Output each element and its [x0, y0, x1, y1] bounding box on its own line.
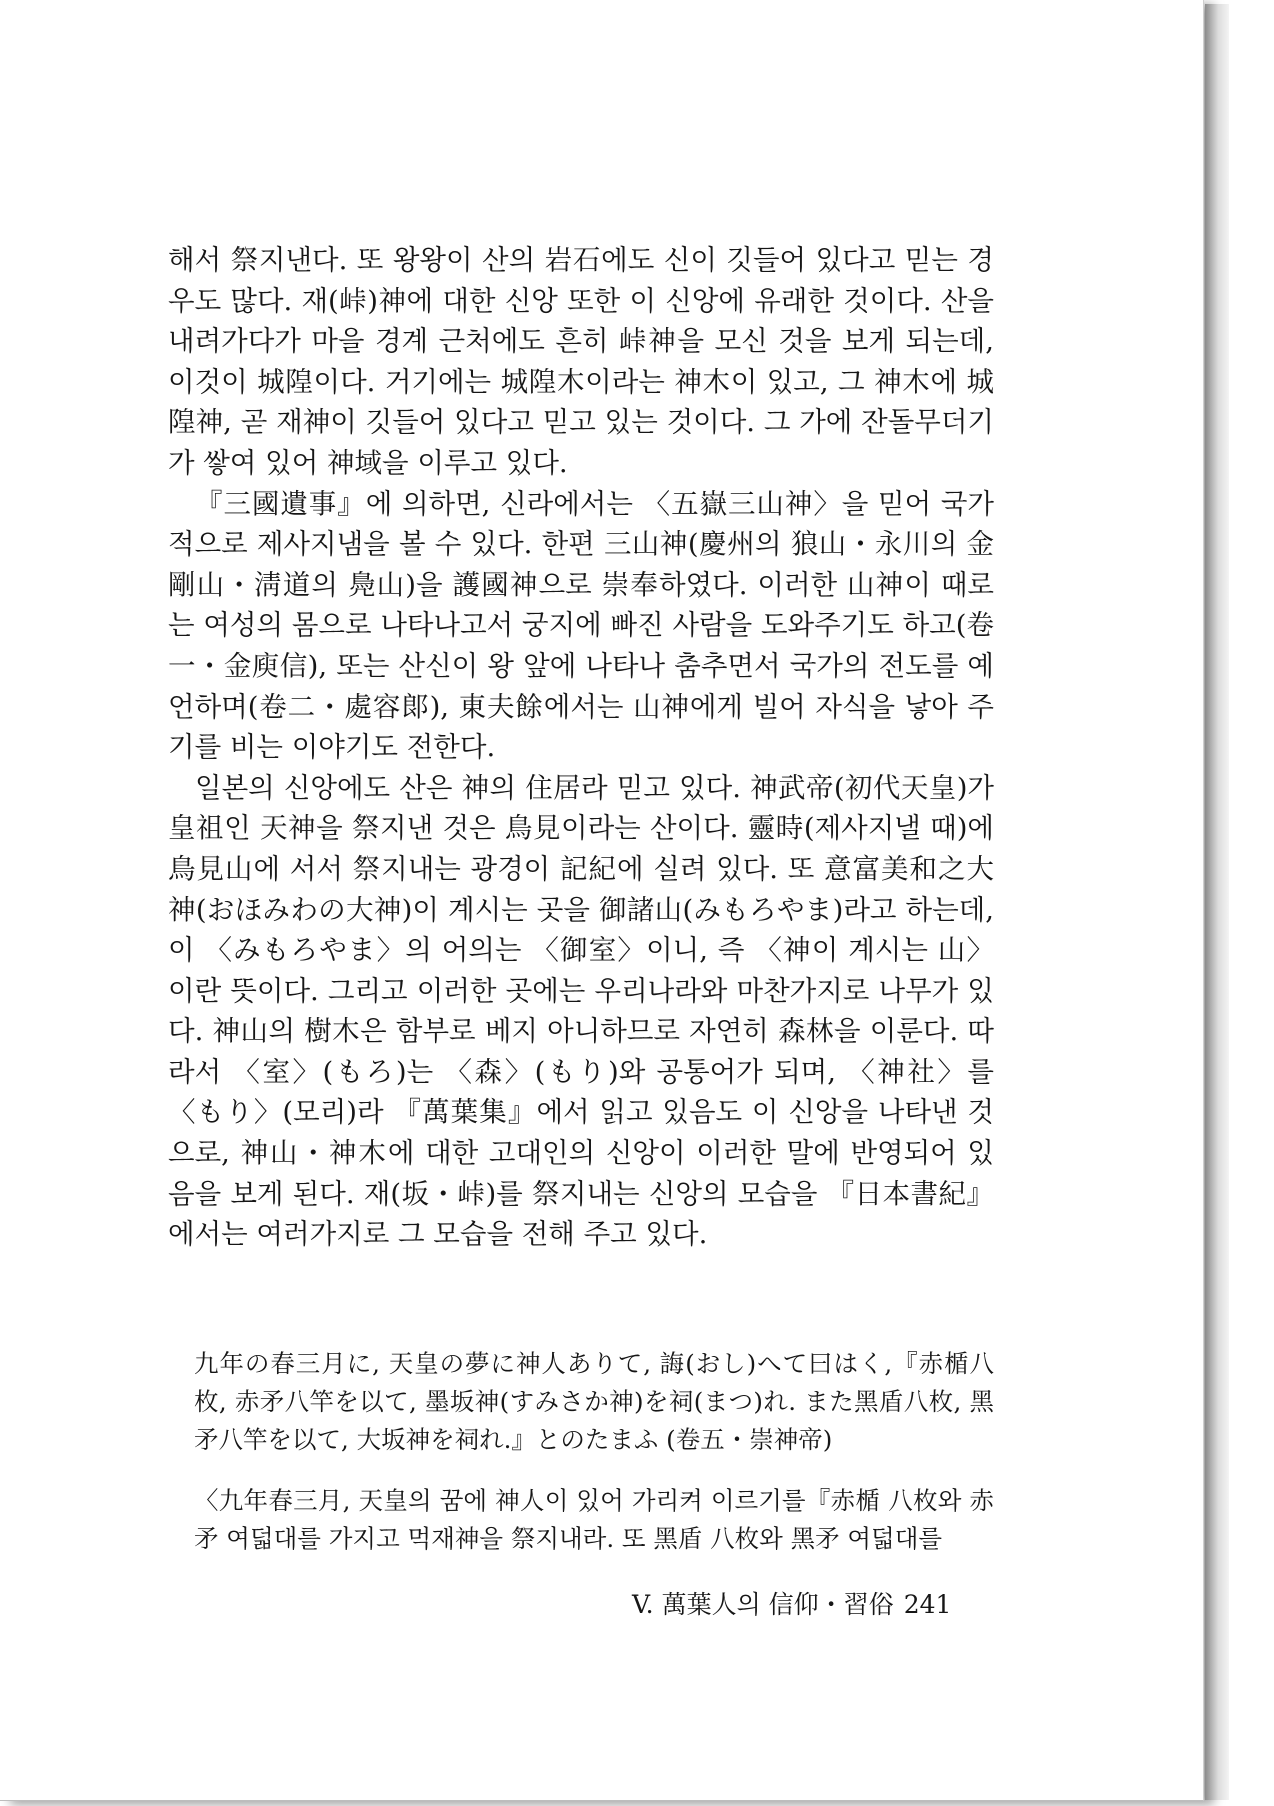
paragraph-1: 해서 祭지낸다. 또 왕왕이 산의 岩石에도 신이 깃들어 있다고 믿는 경우도 많다. 재(峠)神에 대한 신앙 또한 이 신앙에 유래한 것이다. 산을 내려가다가 마을 경계 근처에도 흔히 峠神을 모신 것을 보게 되는데, 이것이 城隍이다. 거기에는 城隍木이라는 神木이 있고, 그 神木에 城隍神, 곧 재神이 깃들어 있다고 믿고 있는 것이다. 그 가에 잔돌무더기가 쌓여 있어 神域을 이루고 있다.	[168, 244, 994, 479]
quote-japanese: 九年の春三月に, 天皇の夢に神人ありて, 誨(おし)へて曰はく,『赤楯八枚, 赤矛八竿を以て, 墨坂神(すみさか神)を祠(まつ)れ. また黑盾八枚, 黑矛八竿を以て, 大坂神を祠れ.』とのたまふ (卷五・崇神帝)	[194, 1349, 994, 1454]
running-title: V. 萬葉人의 信仰・習俗	[632, 1590, 894, 1619]
paragraph-2: 『三國遺事』에 의하면, 신라에서는 〈五嶽三山神〉을 믿어 국가적으로 제사지냄을 볼 수 있다. 한편 三山神(慶州의 狼山・永川의 金剛山・淸道의 鳧山)을 護國神으로 崇奉하였다. 이러한 山神이 때로는 여성의 몸으로 나타나고서 궁지에 빠진 사람을 도와주기도 하고(卷一・金庾信), 또는 산신이 왕 앞에 나타나 춤추면서 국가의 전도를 예언하며(卷二・處容郞), 東夫餘에서는 山神에게 빌어 자식을 낳아 주기를 비는 이야기도 전한다.	[168, 487, 994, 764]
paragraph-3: 일본의 신앙에도 산은 神의 住居라 믿고 있다. 神武帝(初代天皇)가 皇祖인 天神을 祭지낸 것은 鳥見이라는 산이다. 靈時(제사지낼 때)에 鳥見山에 서서 祭지내는 광경이 記紀에 실려 있다. 또 意富美和之大神(おほみわの大神)이 계시는 곳을 御諸山(みもろやま)라고 하는데, 이 〈みもろやま〉의 어의는 〈御室〉이니, 즉 〈神이 계시는 山〉이란 뜻이다. 그리고 이러한 곳에는 우리나라와 마찬가지로 나무가 있다. 神山의 樹木은 함부로 베지 아니하므로 자연히 森林을 이룬다. 따라서 〈室〉(もろ)는 〈森〉(もり)와 공통어가 되며, 〈神社〉를 〈もり〉(모리)라 『萬葉集』에서 읽고 있음도 이 신앙을 나타낸 것으로, 神山・神木에 대한 고대인의 신앙이 이러한 말에 반영되어 있음을 보게 된다. 재(坂・峠)를 祭지내는 신앙의 모습을 『日本書紀』에서는 여러가지로 그 모습을 전해 주고 있다.	[168, 771, 994, 1251]
page-footer	[632, 1585, 962, 1621]
page-number: 241	[903, 1590, 952, 1619]
page-edge-shadow	[1205, 4, 1229, 1800]
main-text	[168, 240, 994, 1255]
quote-korean-translation: 〈九年春三月, 天皇의 꿈에 神人이 있어 가리켜 이르기를『赤楯 八枚와 赤矛 여덟대를 가지고 먹재神을 祭지내라. 또 黑盾 八枚와 黑矛 여덟대를	[194, 1486, 994, 1553]
